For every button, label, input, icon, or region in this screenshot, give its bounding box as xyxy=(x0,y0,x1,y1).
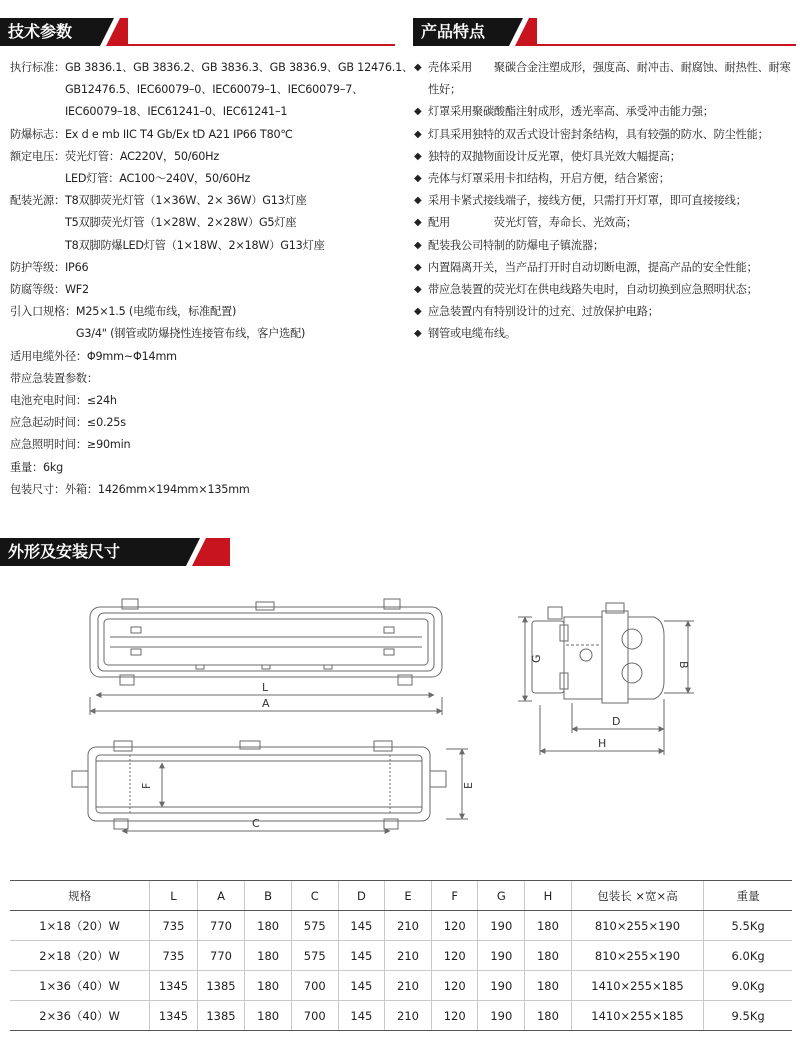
header-red-stripe xyxy=(206,538,230,566)
spec-line: 额定电压：荧光灯管：AC220V，50/60Hz xyxy=(10,149,220,163)
feature-item xyxy=(414,57,794,101)
table-cell: 1410×255×185 xyxy=(571,1001,703,1031)
diamond-bullet-icon: ◆ xyxy=(414,284,422,296)
table-header-cell: L xyxy=(150,881,198,911)
table-cell: 1410×255×185 xyxy=(571,971,703,1001)
tech-params-list xyxy=(10,57,414,501)
feature-item xyxy=(414,212,794,234)
table-cell: 180 xyxy=(245,1001,292,1031)
features-title: 产品特点 xyxy=(413,18,509,46)
dim-label-G: G xyxy=(530,654,543,663)
table-cell: 210 xyxy=(385,1001,432,1031)
table-cell: 180 xyxy=(525,1001,572,1031)
table-header-cell: A xyxy=(197,881,245,911)
header-red-stripe xyxy=(120,18,128,46)
dim-label-C: C xyxy=(252,817,260,830)
spec-line: 防护等级：IP66 xyxy=(10,260,89,274)
table-cell: 770 xyxy=(197,911,245,941)
feature-item xyxy=(414,168,794,190)
feature-text: 灯罩采用聚碳酸酯注射成形，透光率高、承受冲击能力强； xyxy=(428,105,714,119)
drawing-title: 外形及安装尺寸 xyxy=(0,538,186,566)
feature-text: 壳体采用 聚碳合金注塑成形，强度高、耐冲击、耐腐蚀、耐热性、耐寒性好； xyxy=(428,61,791,97)
spec-line: 带应急装置参数： xyxy=(10,371,98,385)
table-cell: 120 xyxy=(431,941,478,971)
table-cell: 700 xyxy=(291,971,338,1001)
table-row xyxy=(10,971,792,1001)
table-cell: 180 xyxy=(525,911,572,941)
table-header-cell: 重量 xyxy=(704,881,792,911)
table-header-cell: D xyxy=(338,881,385,911)
diamond-bullet-icon: ◆ xyxy=(414,173,422,185)
table-cell: 770 xyxy=(197,941,245,971)
table-header-cell: F xyxy=(431,881,478,911)
feature-item xyxy=(414,257,794,279)
table-header-cell: 包装长 ×宽×高 xyxy=(571,881,703,911)
table-header-cell: C xyxy=(291,881,338,911)
feature-text: 独特的双抛物面设计反光罩，使灯具光效大幅提高； xyxy=(428,149,681,163)
table-header-cell: E xyxy=(385,881,432,911)
table-cell: 5.5Kg xyxy=(704,911,792,941)
table-row xyxy=(10,911,792,941)
diamond-bullet-icon: ◆ xyxy=(414,239,422,251)
table-cell: 120 xyxy=(431,971,478,1001)
table-cell: 1×36（40）W xyxy=(10,971,150,1001)
spec-line: 应急照明时间：≥90min xyxy=(10,438,131,452)
table-header-cell: 规格 xyxy=(10,881,150,911)
feature-text: 内置隔离开关，当产品打开时自动切断电源，提高产品的安全性能； xyxy=(428,260,758,274)
diamond-bullet-icon: ◆ xyxy=(414,328,422,340)
table-cell: 190 xyxy=(478,941,525,971)
header-red-stripe xyxy=(529,18,537,46)
table-cell: 9.5Kg xyxy=(704,1001,792,1031)
table-cell: 210 xyxy=(385,911,432,941)
table-cell: 190 xyxy=(478,971,525,1001)
header-red-line xyxy=(128,44,395,46)
dim-label-D: D xyxy=(612,715,621,728)
feature-item xyxy=(414,323,794,345)
table-cell: 145 xyxy=(338,911,385,941)
table-cell: 190 xyxy=(478,911,525,941)
spec-line: 引入口规格：M25×1.5 (电缆布线，标准配置) xyxy=(10,305,237,319)
dim-label-F: F xyxy=(140,782,153,789)
table-cell: 180 xyxy=(245,941,292,971)
spec-line: 重量：6kg xyxy=(10,460,64,474)
table-cell: 180 xyxy=(525,941,572,971)
tech-params-header xyxy=(0,18,395,46)
diamond-bullet-icon: ◆ xyxy=(414,261,422,273)
spec-line: 防腐等级：WF2 xyxy=(10,283,89,297)
spec-table xyxy=(10,880,792,1031)
spec-line: 执行标准：GB 3836.1、GB 3836.2、GB 3836.3、GB 3836.9、GB 12476.1、 xyxy=(10,61,414,74)
dim-label-B: B xyxy=(677,661,690,669)
feature-item xyxy=(414,101,794,123)
table-cell: 735 xyxy=(150,911,198,941)
spec-line: 适用电缆外径：Φ9mm~Φ14mm xyxy=(10,349,177,363)
feature-text: 配装我公司特制的防爆电子镇流器； xyxy=(428,238,604,252)
table-cell: 1385 xyxy=(197,1001,245,1031)
diamond-bullet-icon: ◆ xyxy=(414,62,422,73)
spec-line: 配装光源：T8双脚荧光灯管（1×36W、2× 36W）G13灯座 xyxy=(10,194,307,208)
feature-text: 采用卡紧式接线端子，接线方便，只需打开灯罩，即可直接接线； xyxy=(428,194,747,208)
table-header-cell: H xyxy=(525,881,572,911)
table-cell: 120 xyxy=(431,1001,478,1031)
diamond-bullet-icon: ◆ xyxy=(414,150,422,162)
feature-text: 钢管或电缆布线。 xyxy=(428,327,516,341)
table-cell: 145 xyxy=(338,941,385,971)
table-cell: 1×18（20）W xyxy=(10,911,150,941)
spec-line: IEC60079–18、IEC61241–0、IEC61241–1 xyxy=(10,105,288,119)
diamond-bullet-icon: ◆ xyxy=(414,306,422,318)
table-cell: 6.0Kg xyxy=(704,941,792,971)
drawing-header xyxy=(0,538,260,566)
table-cell: 575 xyxy=(291,941,338,971)
spec-line: 应急起动时间：≤0.25s xyxy=(10,416,126,430)
feature-text: 带应急装置的荧光灯在供电线路失电时，自动切换到应急照明状态； xyxy=(428,283,758,297)
table-cell: 810×255×190 xyxy=(571,911,703,941)
spec-line: 电池充电时间：≤24h xyxy=(10,394,117,408)
diamond-bullet-icon: ◆ xyxy=(414,217,422,229)
dimension-drawings xyxy=(0,585,800,870)
feature-text: 应急装置内有特别设计的过充、过放保护电路； xyxy=(428,305,659,319)
spec-line: T8双脚防爆LED灯管（1×18W、2×18W）G13灯座 xyxy=(10,238,325,252)
table-cell: 735 xyxy=(150,941,198,971)
feature-item xyxy=(414,190,794,212)
table-row xyxy=(10,1001,792,1031)
spec-line: GB12476.5、IEC60079–0、IEC60079–1、IEC60079–7、 xyxy=(10,83,364,97)
side-view-drawing xyxy=(518,603,694,755)
table-cell: 2×36（40）W xyxy=(10,1001,150,1031)
table-cell: 145 xyxy=(338,1001,385,1031)
feature-item xyxy=(414,279,794,301)
table-header-row xyxy=(10,881,792,911)
table-header-cell: G xyxy=(478,881,525,911)
table-row xyxy=(10,941,792,971)
features-list xyxy=(414,57,794,346)
tech-params-title: 技术参数 xyxy=(0,18,100,46)
bottom-view-drawing xyxy=(72,741,468,831)
table-cell: 180 xyxy=(245,911,292,941)
dim-label-A: A xyxy=(262,697,270,710)
feature-item xyxy=(414,146,794,168)
table-cell: 810×255×190 xyxy=(571,941,703,971)
feature-item xyxy=(414,235,794,257)
table-cell: 210 xyxy=(385,941,432,971)
table-cell: 145 xyxy=(338,971,385,1001)
header-red-line xyxy=(537,44,796,46)
diamond-bullet-icon: ◆ xyxy=(414,195,422,207)
spec-line: G3/4" (钢管或防爆挠性连接管布线，客户选配) xyxy=(10,327,306,341)
table-cell: 120 xyxy=(431,911,478,941)
dim-label-H: H xyxy=(598,737,607,750)
table-cell: 190 xyxy=(478,1001,525,1031)
table-cell: 210 xyxy=(385,971,432,1001)
dim-label-E: E xyxy=(462,782,475,789)
spec-line: LED灯管：AC100～240V，50/60Hz xyxy=(10,172,251,186)
table-cell: 180 xyxy=(245,971,292,1001)
table-cell: 1345 xyxy=(150,1001,198,1031)
spec-line: 包装尺寸：外箱：1426mm×194mm×135mm xyxy=(10,482,250,496)
table-cell: 1385 xyxy=(197,971,245,1001)
dim-label-L: L xyxy=(262,681,269,694)
table-cell: 575 xyxy=(291,911,338,941)
table-cell: 700 xyxy=(291,1001,338,1031)
feature-item xyxy=(414,124,794,146)
feature-text: 壳体与灯罩采用卡扣结构，开启方便，结合紧密； xyxy=(428,172,670,186)
features-header xyxy=(413,18,796,46)
feature-item xyxy=(414,301,794,323)
table-cell: 2×18（20）W xyxy=(10,941,150,971)
spec-line: 防爆标志：Ex d e mb IIC T4 Gb/Ex tD A21 IP66 T80℃ xyxy=(10,127,293,141)
diamond-bullet-icon: ◆ xyxy=(414,106,422,118)
feature-text: 灯具采用独特的双舌式设计密封条结构，具有较强的防水、防尘性能； xyxy=(428,127,769,141)
table-header-cell: B xyxy=(245,881,292,911)
table-cell: 9.0Kg xyxy=(704,971,792,1001)
feature-text: 配用 荧光灯管，寿命长、光效高； xyxy=(428,216,637,230)
table-cell: 1345 xyxy=(150,971,198,1001)
diamond-bullet-icon: ◆ xyxy=(414,128,422,140)
table-cell: 180 xyxy=(525,971,572,1001)
spec-line: T5双脚荧光灯管（1×28W、2×28W）G5灯座 xyxy=(10,216,297,230)
